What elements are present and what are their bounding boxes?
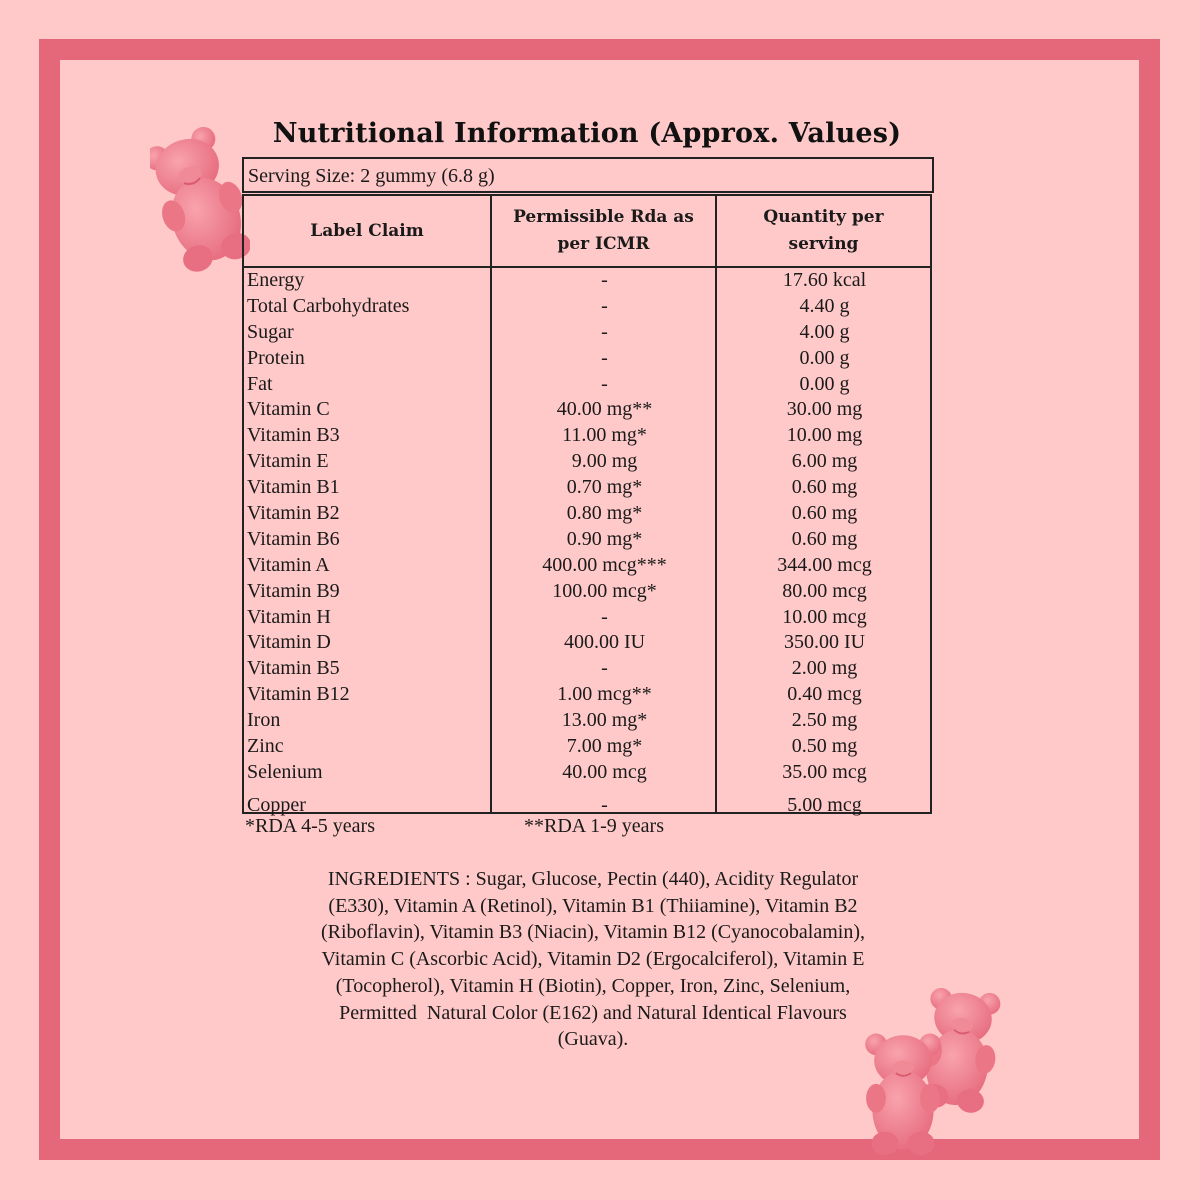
serving-size: Serving Size: 2 gummy (6.8 g) <box>242 157 934 193</box>
table-body <box>244 267 930 819</box>
table-header <box>244 196 930 268</box>
footnote-rda-1-9: **RDA 1-9 years <box>524 815 664 837</box>
gummy-bear-icon <box>150 125 250 275</box>
page-title: Nutritional Information (Approx. Values) <box>272 118 902 149</box>
table-row: Selenium 40.00 mcg 35.00 mcg <box>247 760 867 783</box>
footnote-rda-4-5: *RDA 4-5 years <box>245 815 375 837</box>
table-row: Vitamin D 400.00 IU 350.00 IU <box>247 631 866 654</box>
table-row: Fat - 0.00 g <box>247 372 850 395</box>
table-row: Energy - 17.60 kcal <box>247 269 867 291</box>
table-row: Vitamin B9 100.00 mcg* 80.00 mcg <box>247 579 867 602</box>
table-row: Copper - 5.00 mcg <box>247 793 862 816</box>
table-row: Vitamin E 9.00 mg 6.00 mg <box>247 450 858 473</box>
header-quantity: Quantity per serving <box>763 207 884 254</box>
header-rda: Permissible Rda as per ICMR <box>513 207 694 254</box>
table-row: Protein - 0.00 g <box>247 346 850 369</box>
table-row: Vitamin B12 1.00 mcg** 0.40 mcg <box>247 683 862 706</box>
table-row: Vitamin B5 - 2.00 mg <box>247 657 858 680</box>
table-row: Vitamin A 400.00 mcg*** 344.00 mcg <box>247 553 872 576</box>
header-label-claim: Label Claim <box>310 220 424 241</box>
table-row: Iron 13.00 mg* 2.50 mg <box>247 709 858 732</box>
table-row: Zinc 7.00 mg* 0.50 mg <box>247 735 858 758</box>
table-row: Vitamin C 40.00 mg** 30.00 mg <box>247 398 863 421</box>
table-row: Total Carbohydrates - 4.40 g <box>247 294 850 317</box>
table-row: Vitamin B2 0.80 mg* 0.60 mg <box>247 502 858 525</box>
table-row: Vitamin B6 0.90 mg* 0.60 mg <box>247 527 858 550</box>
nutrition-table <box>242 194 932 814</box>
table-row: Vitamin H - 10.00 mcg <box>247 605 867 628</box>
ingredients-text: INGREDIENTS : Sugar, Glucose, Pectin (440), Acidity Regulator (E330), Vitamin A (Retinol), Vitamin B1 (Thiiamine), Vitamin B2 (Riboflavin), Vitamin B3 (Niacin), Vitamin B12 (Cyanocobalamin), Vitamin C (Ascorbic Acid), Vitamin D2 (Ergocalciferol), Vitamin E (Tocopherol), Vitamin H (Biotin), Copper, Iron, Zinc, Selenium, Permitted Natural Color (E162) and Natural Identical Flavours (Guava). <box>321 868 865 1051</box>
table-row: Sugar - 4.00 g <box>247 320 850 343</box>
table-row: Vitamin B3 11.00 mg* 10.00 mg <box>247 424 863 447</box>
table-row: Vitamin B1 0.70 mg* 0.60 mg <box>247 476 858 499</box>
